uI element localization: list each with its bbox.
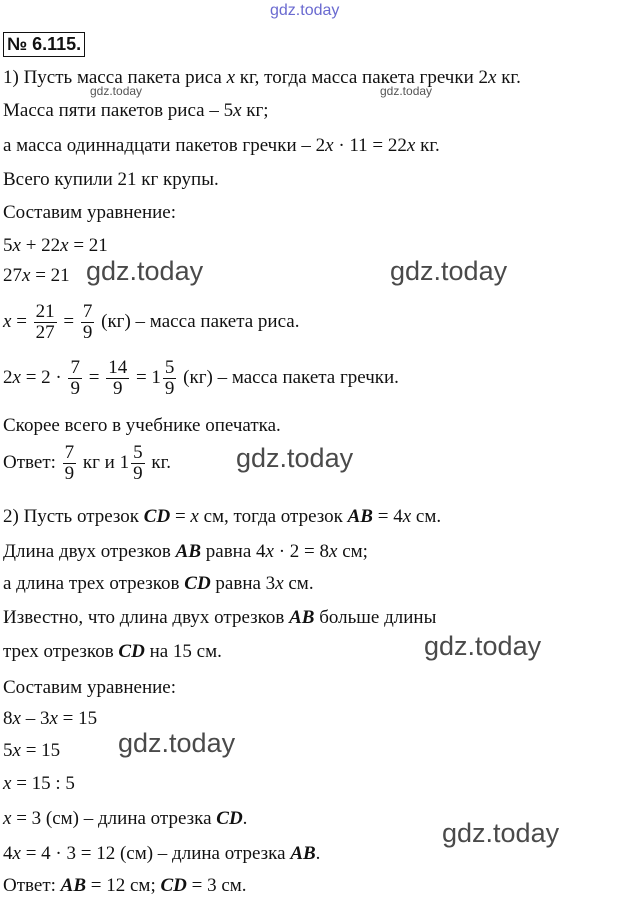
- watermark-top: gdz.today: [270, 2, 340, 19]
- p2-line-2: Длина двух отрезков AB равна 4x · 2 = 8x см;: [3, 541, 368, 562]
- p1-line-5: Составим уравнение:: [3, 202, 177, 223]
- fraction-21-27: $\frac{21}{27}$: [35, 301, 55, 343]
- p2-answer: Ответ: AB = 12 см; CD = 3 см.: [3, 875, 247, 896]
- watermark-small-2: gdz.today: [380, 84, 433, 98]
- watermark-4: gdz.today: [424, 631, 542, 661]
- p2-line-4: Известно, что длина двух отрезков AB больше длины: [3, 607, 437, 628]
- watermark-3: gdz.today: [236, 443, 354, 473]
- p2-line-6: Составим уравнение:: [3, 677, 177, 698]
- fraction-7-9: $\frac{7}{9}$: [82, 301, 93, 343]
- p1-line-1: 1) Пусть масса пакета риса x кг, тогда масса пакета гречки 2x кг.: [3, 67, 521, 88]
- p2-equation-5: 4x = 4 · 3 = 12 (см) – длина отрезка AB.: [3, 843, 321, 864]
- watermark-6: gdz.today: [442, 818, 560, 848]
- watermark-2: gdz.today: [390, 256, 508, 286]
- fraction-5-9: $\frac{5}{9}$: [133, 442, 143, 484]
- p1-line-4: Всего купили 21 кг крупы.: [3, 169, 219, 190]
- p2-line-5: трех отрезков CD на 15 см.: [3, 641, 222, 662]
- fraction-7-9: $\frac{7}{9}$: [70, 357, 80, 399]
- task-number: № 6.115.: [3, 32, 85, 57]
- p2-equation-2: 5x = 15: [3, 740, 61, 761]
- p2-equation-3: x = 15 : 5: [3, 773, 75, 794]
- p1-line-3: а масса одиннадцати пакетов гречки – 2x · 11 = 22x кг.: [3, 135, 440, 156]
- p2-line-1: 2) Пусть отрезок CD = x см, тогда отрезок AB = 4x см.: [3, 506, 442, 527]
- p1-equation-4: 2x = 2 · $\frac{7}{9}$ = $\frac{14}{9}$ = 1 $\frac{5}{9}$ (кг) – масса пакета гречки.: [3, 357, 399, 399]
- p1-equation-2: 27x = 21: [3, 265, 70, 286]
- p1-equation-3: x = $\frac{21}{27}$ = $\frac{7}{9}$ (кг) – масса пакета риса.: [3, 301, 300, 343]
- p2-equation-1: 8x – 3x = 15: [3, 708, 98, 729]
- p1-equation-1: 5x + 22x = 21: [3, 235, 108, 256]
- p2-equation-4: x = 3 (см) – длина отрезка CD.: [3, 808, 248, 829]
- p2-line-3: а длина трех отрезков CD равна 3x см.: [3, 573, 314, 594]
- watermark-small-1: gdz.today: [90, 84, 143, 98]
- p1-line-2: Масса пяти пакетов риса – 5x кг;: [3, 100, 269, 121]
- fraction-5-9: $\frac{5}{9}$: [164, 357, 175, 399]
- fraction-14-9: $\frac{14}{9}$: [108, 357, 128, 399]
- watermark-5: gdz.today: [118, 728, 236, 758]
- watermark-1: gdz.today: [86, 256, 204, 286]
- p1-answer: Ответ: $\frac{7}{9}$ кг и 1 $\frac{5}{9}$ кг.: [3, 442, 171, 484]
- fraction-7-9: $\frac{7}{9}$: [64, 442, 75, 484]
- p1-note: Скорее всего в учебнике опечатка.: [3, 415, 281, 436]
